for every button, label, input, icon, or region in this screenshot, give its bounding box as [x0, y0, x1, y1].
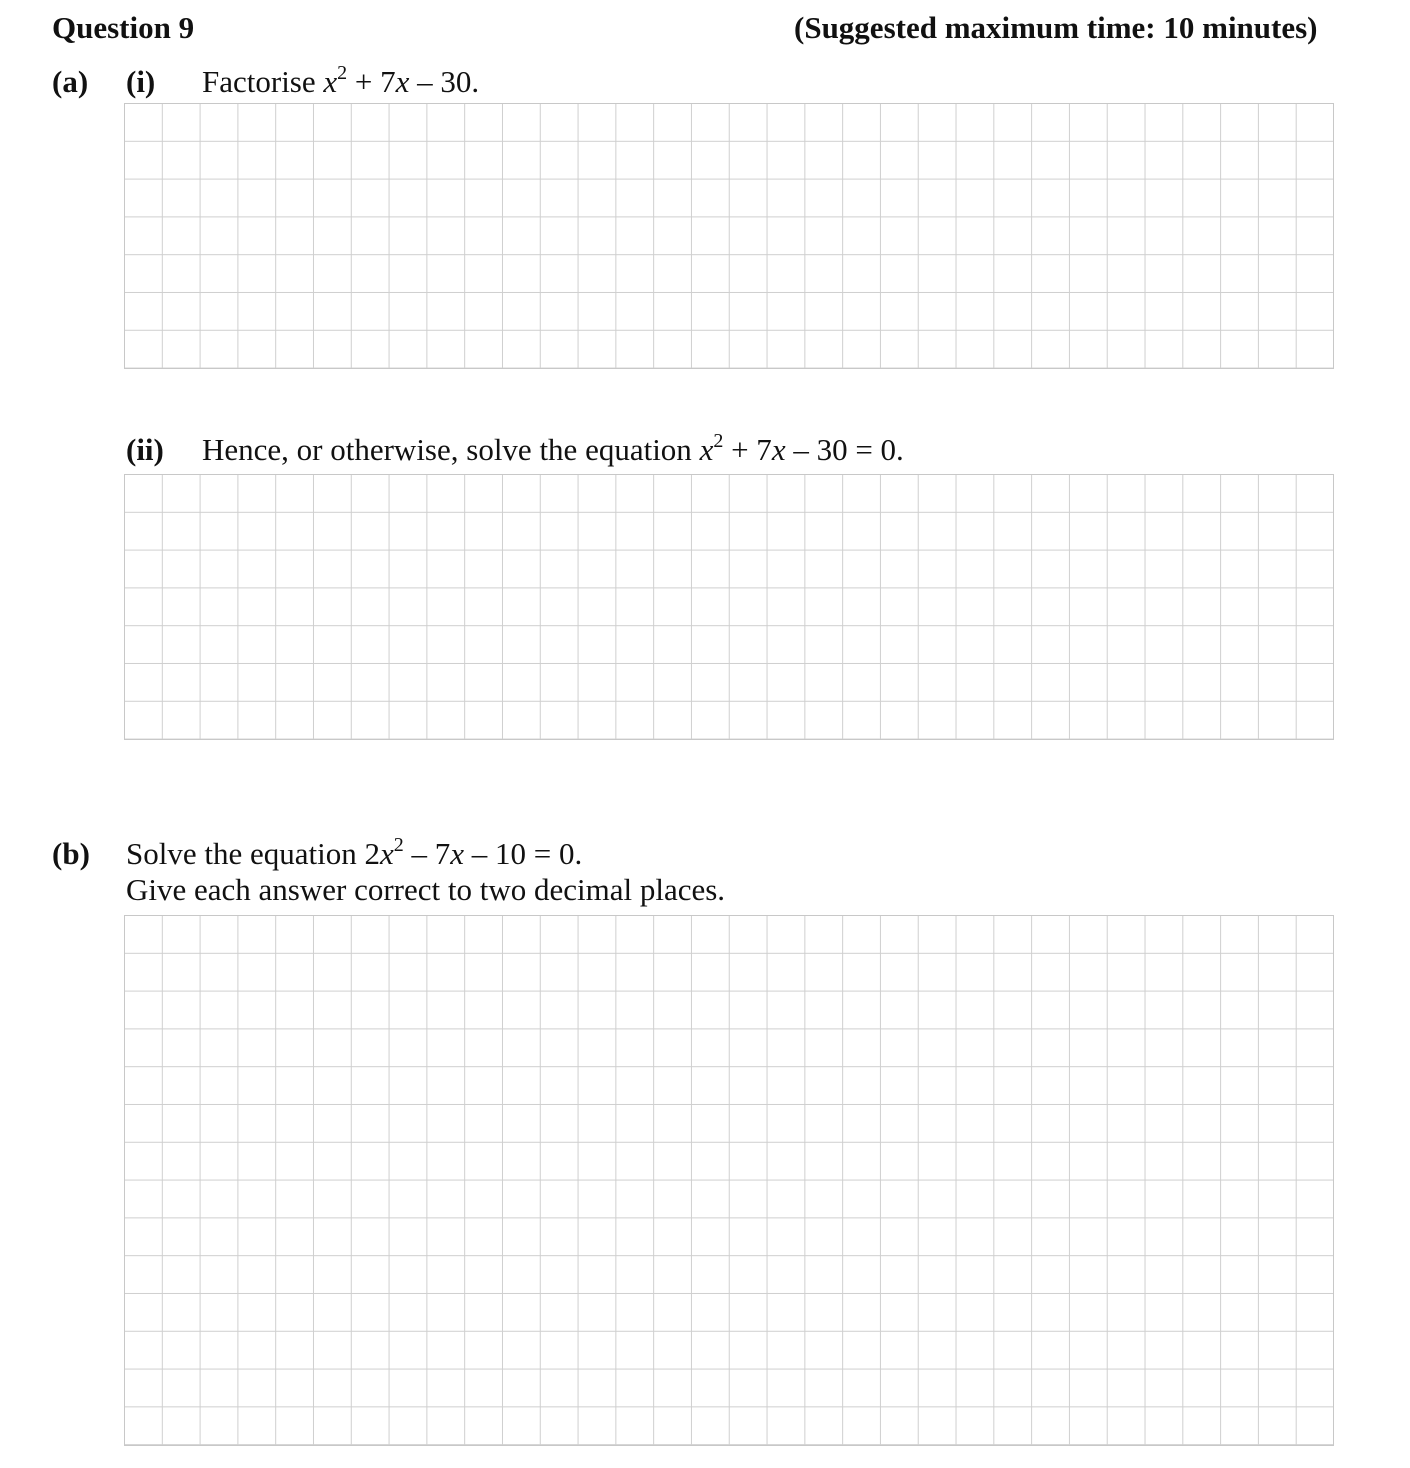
part-a-i-tail: – 30. — [409, 64, 480, 99]
part-b-mid: – 7 — [403, 836, 451, 871]
part-a-i-exponent: 2 — [337, 62, 348, 84]
part-a-i-var2: x — [395, 64, 410, 99]
part-a-label: (a) — [52, 64, 89, 99]
part-a-ii-var2: x — [771, 432, 786, 467]
part-a-i-label: (i) — [126, 64, 156, 99]
part-b-label: (b) — [52, 836, 90, 871]
part-a-i-question — [202, 64, 479, 100]
answer-grid-a-i[interactable] — [124, 103, 1334, 369]
part-a-i-var: x — [323, 64, 338, 99]
question-title: Question 9 — [52, 10, 195, 45]
part-b-var2: x — [450, 836, 465, 871]
part-a-i-plus: + 7 — [347, 64, 396, 99]
part-b-var: x — [379, 836, 394, 871]
part-b-coef: 2 — [364, 836, 380, 871]
part-a-ii-tail: – 30 = 0. — [785, 432, 904, 467]
answer-grid-b[interactable] — [124, 915, 1334, 1446]
part-b-question — [126, 836, 582, 872]
part-a-ii-label: (ii) — [126, 432, 164, 467]
part-a-ii-question — [202, 432, 904, 468]
part-a-ii-instruction: Hence, or otherwise, solve the equation — [202, 432, 692, 467]
part-b-instruction-2: Give each answer correct to two decimal places. — [126, 872, 726, 907]
part-b-tail: – 10 = 0. — [464, 836, 583, 871]
part-a-i-instruction: Factorise — [202, 64, 316, 99]
part-a-ii-plus: + 7 — [723, 432, 772, 467]
part-a-ii-var: x — [699, 432, 714, 467]
part-b-instruction: Solve the equation — [126, 836, 357, 871]
answer-grid-a-ii[interactable] — [124, 474, 1334, 740]
part-b-exponent: 2 — [393, 834, 404, 856]
part-a-ii-exponent: 2 — [713, 430, 724, 452]
suggested-time-note: (Suggested maximum time: 10 minutes) — [794, 10, 1318, 45]
